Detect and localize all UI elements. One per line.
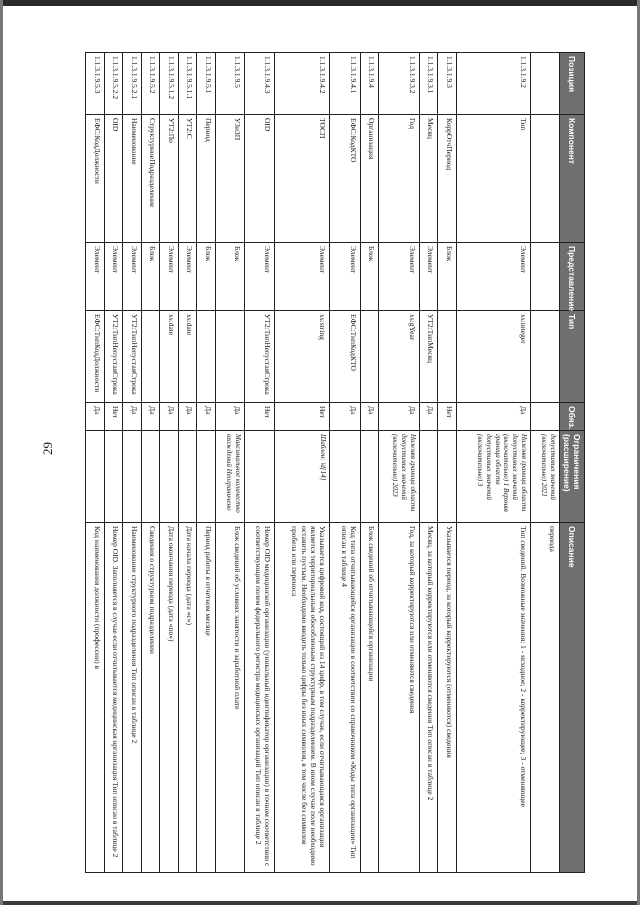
cell-position: 1.1.3.1.9.5: [215, 53, 244, 115]
cell-position: 1.1.3.1.9.5.3: [86, 53, 105, 115]
cell-position: 1.1.3.1.9.3: [438, 53, 457, 115]
cell-type: УТ2:ТипНепустаяСтрока: [123, 311, 142, 403]
cell-required: Да: [215, 403, 244, 431]
cell-position: 1.1.3.1.9.5.1.2: [160, 53, 179, 115]
cell-component: Тип: [456, 115, 530, 243]
cell-required: [530, 403, 559, 431]
cell-position: 1.1.3.1.9.3.2: [379, 53, 419, 115]
header-restrictions: Ограничения (расширение): [560, 431, 585, 523]
table-row: [275, 53, 330, 873]
cell-required: Да: [86, 403, 105, 431]
scan-edge-top: [0, 0, 640, 6]
cell-representation: Элемент: [419, 243, 438, 311]
table-body: [86, 53, 560, 873]
page-number: 29: [40, 442, 55, 455]
cell-description: Указывается период, за который корректируются (отменяются) сведения: [438, 523, 457, 873]
cell-required: Нет: [104, 403, 123, 431]
table-row: [330, 53, 361, 873]
cell-required: Да: [160, 403, 179, 431]
cell-type: УТ2:ТипНепустаяСтрока: [244, 311, 275, 403]
table-row: [197, 53, 216, 873]
cell-type: xs:gYear: [379, 311, 419, 403]
cell-type: xs:integer: [456, 311, 530, 403]
cell-restrictions: Нижняя граница области допустимых значений (включительно) 2023: [379, 431, 419, 523]
cell-description: Наименование структурного подразделения Тип описан в таблице 2: [123, 523, 142, 873]
cell-representation: Элемент: [86, 243, 105, 311]
cell-restrictions: [438, 431, 457, 523]
cell-restrictions: [244, 431, 275, 523]
cell-position: 1.1.3.1.9.5.1.1: [178, 53, 197, 115]
cell-description: Номер OID. Заполняется в случае если отчитывается медицинская организация Тип описан в таблице 2: [104, 523, 123, 873]
table-row: [419, 53, 438, 873]
cell-representation: Блок: [197, 243, 216, 311]
cell-representation: Элемент: [244, 243, 275, 311]
table-row: [160, 53, 179, 873]
cell-restrictions: Нижняя граница области допустимых значений (включительно) 1 Верхняя граница области допустимых значений (включительно) 3: [456, 431, 530, 523]
cell-required: Да: [197, 403, 216, 431]
cell-description: Дата окончания периода (дата «по»): [160, 523, 179, 873]
table-row: [438, 53, 457, 873]
scan-edge-bottom: [0, 901, 640, 905]
cell-description: Тип сведений. Возможные значения: 1 - исходное; 2 - корректирующее; 3 - отменяющее: [456, 523, 530, 873]
cell-description: Блок сведений об условиях занятости и заработной плате: [215, 523, 244, 873]
cell-description: Указывается цифровой код, состоящий из 14 цифр, в том случае, если отчитывающаяся организация является территориальным обособленным структурным подразделением. В ином случае поле необходимо оставить пустым. Необходимо вводить только цифры без иных символов, в том числе без символов пробела или переноса: [275, 523, 330, 873]
header-description: Описание: [560, 523, 585, 873]
cell-restrictions: [160, 431, 179, 523]
cell-position: 1.1.3.1.9.5.2: [141, 53, 160, 115]
cell-restrictions: [178, 431, 197, 523]
cell-representation: Элемент: [379, 243, 419, 311]
cell-representation: Элемент: [275, 243, 330, 311]
cell-type: [141, 311, 160, 403]
cell-required: Да: [330, 403, 361, 431]
cell-restrictions: [360, 431, 379, 523]
cell-required: Нет: [438, 403, 457, 431]
cell-description: Блок сведений об отчитывающейся организации: [360, 523, 379, 873]
cell-component: OID: [104, 115, 123, 243]
cell-component: ЕФС:КодКТО: [330, 115, 361, 243]
cell-description: Код типа отчитывающейся организации в соответствии со справочником «Коды типа организации» Тип описан в таблице 4: [330, 523, 361, 873]
cell-component: OID: [244, 115, 275, 243]
table-row: [141, 53, 160, 873]
cell-position: 1.1.3.1.9.5.1: [197, 53, 216, 115]
cell-representation: Блок: [438, 243, 457, 311]
cell-position: 1.1.3.1.9.4.3: [244, 53, 275, 115]
cell-type: [215, 311, 244, 403]
spec-table: [85, 52, 585, 873]
table-row-continuation: [530, 53, 559, 873]
cell-type: xs:string: [275, 311, 330, 403]
cell-restrictions: [419, 431, 438, 523]
cell-description: Номер OID медицинской организации (уникальный идентификатор организации) в точном соответствии с соответствующим полем федерального регистра медицинских организаций Тип описан в таблице 2: [244, 523, 275, 873]
cell-component: Наименование: [123, 115, 142, 243]
table-row: [360, 53, 379, 873]
cell-position: 1.1.3.1.9.2: [456, 53, 530, 115]
cell-required: Нет: [275, 403, 330, 431]
cell-restrictions: [197, 431, 216, 523]
cell-component: Организация: [360, 115, 379, 243]
cell-restrictions: допустимых значений (включительно) 2021: [530, 431, 559, 523]
table-header-row: [560, 53, 585, 873]
cell-required: Да: [141, 403, 160, 431]
cell-representation: Элемент: [456, 243, 530, 311]
cell-representation: [530, 243, 559, 311]
cell-restrictions: [330, 431, 361, 523]
cell-type: [438, 311, 457, 403]
rotated-table-container: [85, 52, 585, 872]
cell-position: 1.1.3.1.9.5.2.1: [123, 53, 142, 115]
cell-type: xs:date: [160, 311, 179, 403]
cell-representation: Элемент: [104, 243, 123, 311]
cell-representation: Элемент: [123, 243, 142, 311]
table-row: [379, 53, 419, 873]
cell-component: УТ2:По: [160, 115, 179, 243]
table-row: [244, 53, 275, 873]
cell-component: Год: [379, 115, 419, 243]
cell-description: Месяц, за который корректируются или отменяются сведения Тип описан в таблице 2: [419, 523, 438, 873]
cell-restrictions: Шаблон: \d{14}: [275, 431, 330, 523]
header-position: Позиция: [560, 53, 585, 115]
cell-description: Дата начала периода (дата «с»): [178, 523, 197, 873]
cell-restrictions: [123, 431, 142, 523]
cell-restrictions: [86, 431, 105, 523]
cell-position: 1.1.3.1.9.4: [360, 53, 379, 115]
cell-required: Да: [123, 403, 142, 431]
cell-component: Месяц: [419, 115, 438, 243]
cell-representation: Блок: [141, 243, 160, 311]
cell-type: ЕФС:ТипКодДолжности: [86, 311, 105, 403]
cell-type: ЕФС:ТипКодКТО: [330, 311, 361, 403]
cell-component: Период: [197, 115, 216, 243]
cell-description: Период работы в отчетном месяце: [197, 523, 216, 873]
cell-required: Нет: [244, 403, 275, 431]
cell-component: [530, 115, 559, 243]
cell-representation: Блок: [215, 243, 244, 311]
cell-restrictions: [104, 431, 123, 523]
cell-required: Да: [178, 403, 197, 431]
cell-representation: Элемент: [178, 243, 197, 311]
cell-description: Код наименования должности (профессии) в: [86, 523, 105, 873]
header-representation: Представление: [560, 243, 585, 311]
cell-type: xs:date: [178, 311, 197, 403]
header-component: Компонент: [560, 115, 585, 243]
table-row: [86, 53, 105, 873]
cell-position: 1.1.3.1.9.4.2: [275, 53, 330, 115]
cell-required: Да: [456, 403, 530, 431]
table-row: [215, 53, 244, 873]
cell-component: КоррОтчПериод: [438, 115, 457, 243]
table-row: [123, 53, 142, 873]
cell-type: УТ2:ТипНепустаяСтрока: [104, 311, 123, 403]
cell-type: [360, 311, 379, 403]
cell-description: Сведения о структурном подразделении: [141, 523, 160, 873]
cell-description: Год, за который корректируются или отменяются сведения: [379, 523, 419, 873]
cell-position: [530, 53, 559, 115]
cell-required: Да: [419, 403, 438, 431]
cell-component: УЗиЗП: [215, 115, 244, 243]
cell-component: ТОСП: [275, 115, 330, 243]
cell-required: Да: [379, 403, 419, 431]
cell-type: [197, 311, 216, 403]
cell-position: 1.1.3.1.9.4.1: [330, 53, 361, 115]
cell-representation: Блок: [360, 243, 379, 311]
cell-representation: Элемент: [330, 243, 361, 311]
cell-restrictions: Максимальное количество вхождений Неограничено: [215, 431, 244, 523]
cell-type: [530, 311, 559, 403]
scan-edge-left: [0, 0, 3, 905]
cell-restrictions: [141, 431, 160, 523]
cell-type: УТ2:ТипМесяц: [419, 311, 438, 403]
cell-component: ЕФС:КодДолжности: [86, 115, 105, 243]
cell-representation: Элемент: [160, 243, 179, 311]
cell-component: УТ2:С: [178, 115, 197, 243]
table-row: [178, 53, 197, 873]
header-required: Обяз.: [560, 403, 585, 431]
cell-description: периода: [530, 523, 559, 873]
cell-position: 1.1.3.1.9.5.2.2: [104, 53, 123, 115]
table-row: [104, 53, 123, 873]
cell-position: 1.1.3.1.9.3.1: [419, 53, 438, 115]
table-row: [456, 53, 530, 873]
header-type: Тип: [560, 311, 585, 403]
cell-required: Да: [360, 403, 379, 431]
cell-component: СтруктурноеПодразделение: [141, 115, 160, 243]
